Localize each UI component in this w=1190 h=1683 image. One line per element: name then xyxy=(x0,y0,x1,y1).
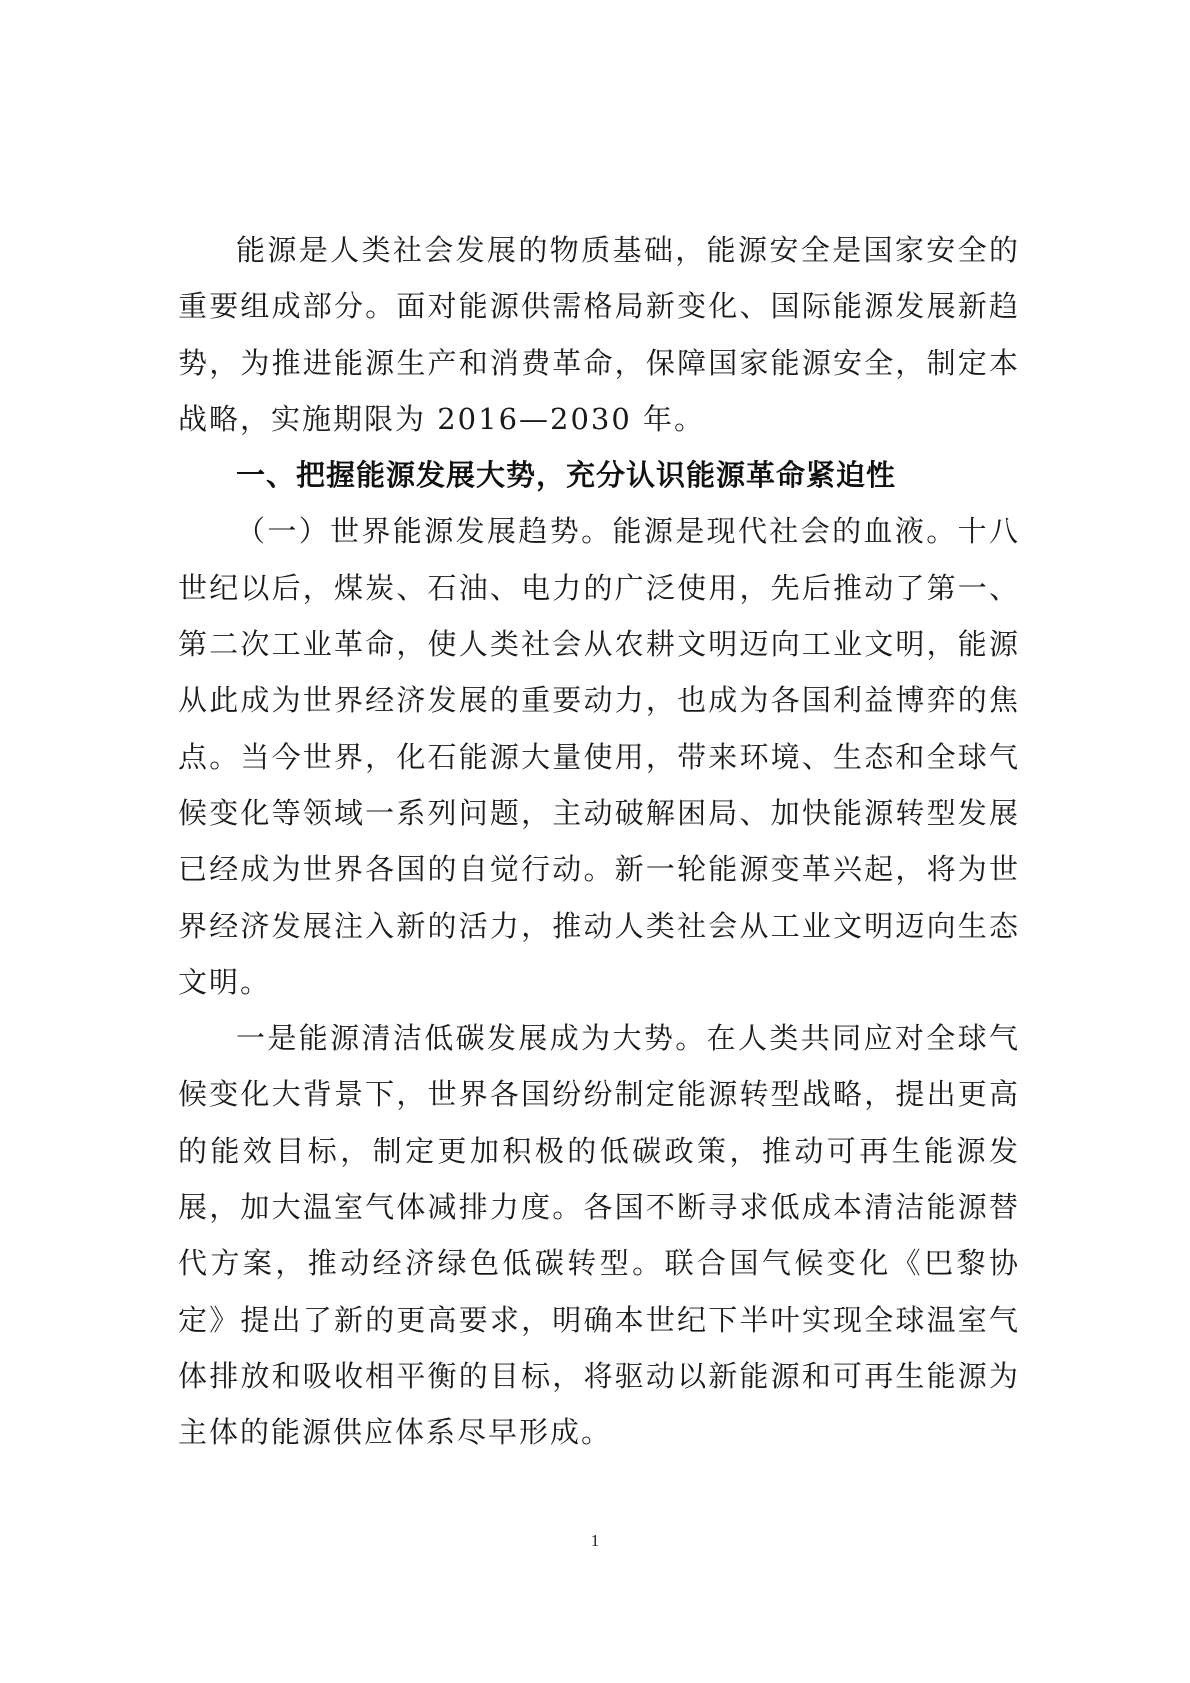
intro-paragraph: 能源是人类社会发展的物质基础，能源安全是国家安全的重要组成部分。面对能源供需格局新变化、国际能源发展新趋势，为推进能源生产和消费革命，保障国家能源安全，制定本战略，实施期限为 2016—2030 年。 xyxy=(178,233,1020,436)
world-trend-paragraph: （一）世界能源发展趋势。能源是现代社会的血液。十八世纪以后，煤炭、石油、电力的广泛使用，先后推动了第一、第二次工业革命，使人类社会从农耕文明迈向工业文明，能源从此成为世界经济发展的重要动力，也成为各国利益博弈的焦点。当今世界，化石能源大量使用，带来环境、生态和全球气候变化等领域一系列问题，主动破解困局、加快能源转型发展已经成为世界各国的自觉行动。新一轮能源变革兴起，将为世界经济发展注入新的活力，推动人类社会从工业文明迈向生态文明。 xyxy=(178,514,1020,999)
section-heading: 一、把握能源发展大势，充分认识能源革命紧迫性 xyxy=(236,458,897,493)
low-carbon-paragraph: 一是能源清洁低碳发展成为大势。在人类共同应对全球气候变化大背景下，世界各国纷纷制定能源转型战略，提出更高的能效目标，制定更加积极的低碳政策，推动可再生能源发展，加大温室气体减排力度。各国不断寻求低成本清洁能源替代方案，推动经济绿色低碳转型。联合国气候变化《巴黎协定》提出了新的更高要求，明确本世纪下半叶实现全球温室气体排放和吸收相平衡的目标，将驱动以新能源和可再生能源为主体的能源供应体系尽早形成。 xyxy=(178,1021,1020,1450)
document-body xyxy=(178,222,1020,1461)
page-number: 1 xyxy=(590,1531,600,1550)
